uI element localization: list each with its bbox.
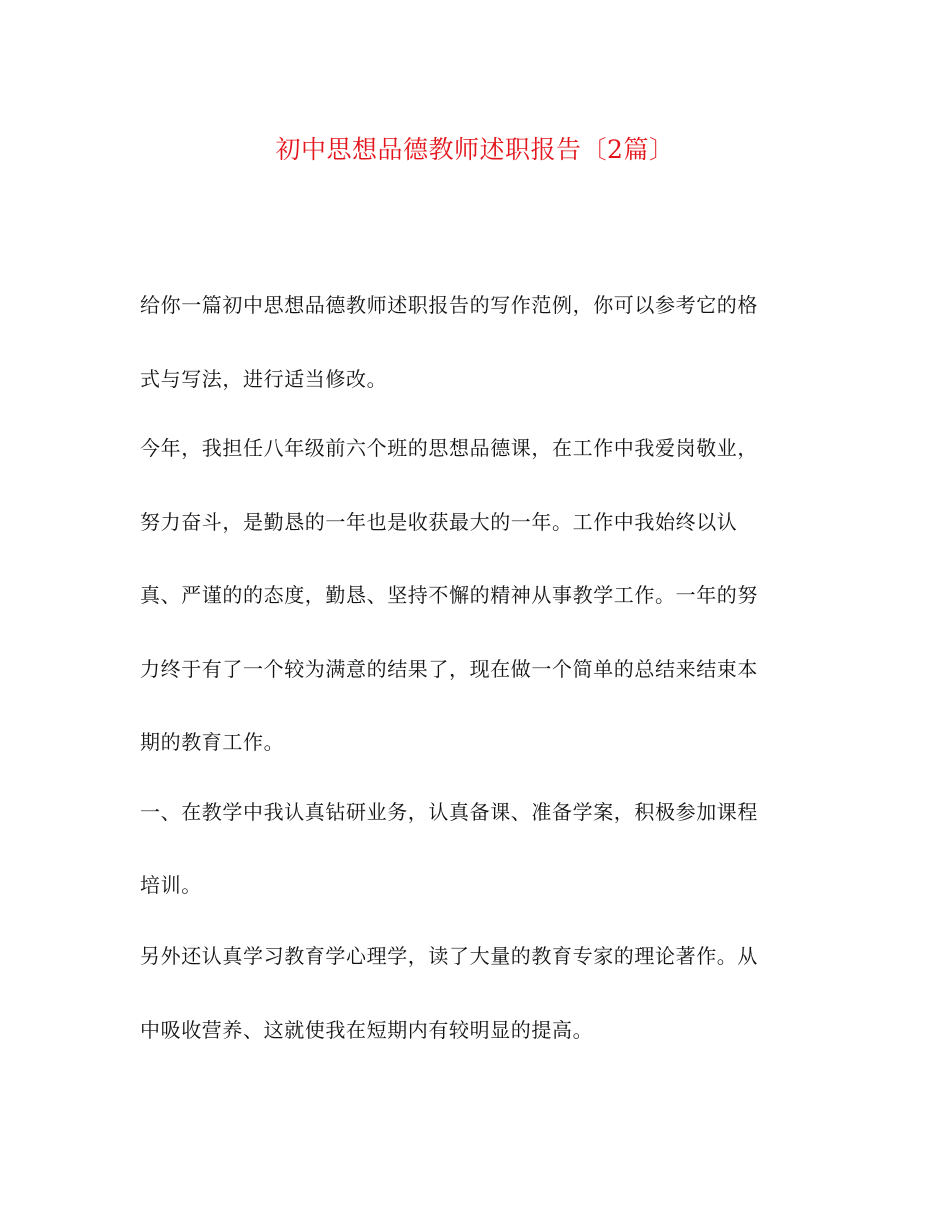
paragraph-line: 力终于有了一个较为满意的结果了，现在做一个简单的总结来结束本 [140, 657, 758, 681]
paragraph-line: 努力奋斗，是勤恳的一年也是收获最大的一年。工作中我始终以认 [140, 510, 738, 534]
paragraph-line: 式与写法，进行适当修改。 [140, 367, 388, 391]
paragraph-line: 另外还认真学习教育学心理学，读了大量的教育专家的理论著作。从 [140, 944, 758, 968]
document-title: 初中思想品德教师述职报告〔2篇〕 [275, 135, 675, 164]
paragraph-line: 一、在教学中我认真钻研业务，认真备课、准备学案，积极参加课程 [140, 800, 758, 824]
paragraph-line: 真、严谨的的态度，勤恳、坚持不懈的精神从事教学工作。一年的努 [140, 583, 758, 607]
paragraph-line: 给你一篇初中思想品德教师述职报告的写作范例，你可以参考它的格 [140, 293, 758, 317]
paragraph-line: 培训。 [140, 873, 202, 897]
paragraph-line: 今年，我担任八年级前六个班的思想品德课，在工作中我爱岗敬业， [140, 436, 758, 460]
paragraph-line: 中吸收营养、这就使我在短期内有较明显的提高。 [140, 1018, 594, 1042]
paragraph-line: 期的教育工作。 [140, 730, 285, 754]
